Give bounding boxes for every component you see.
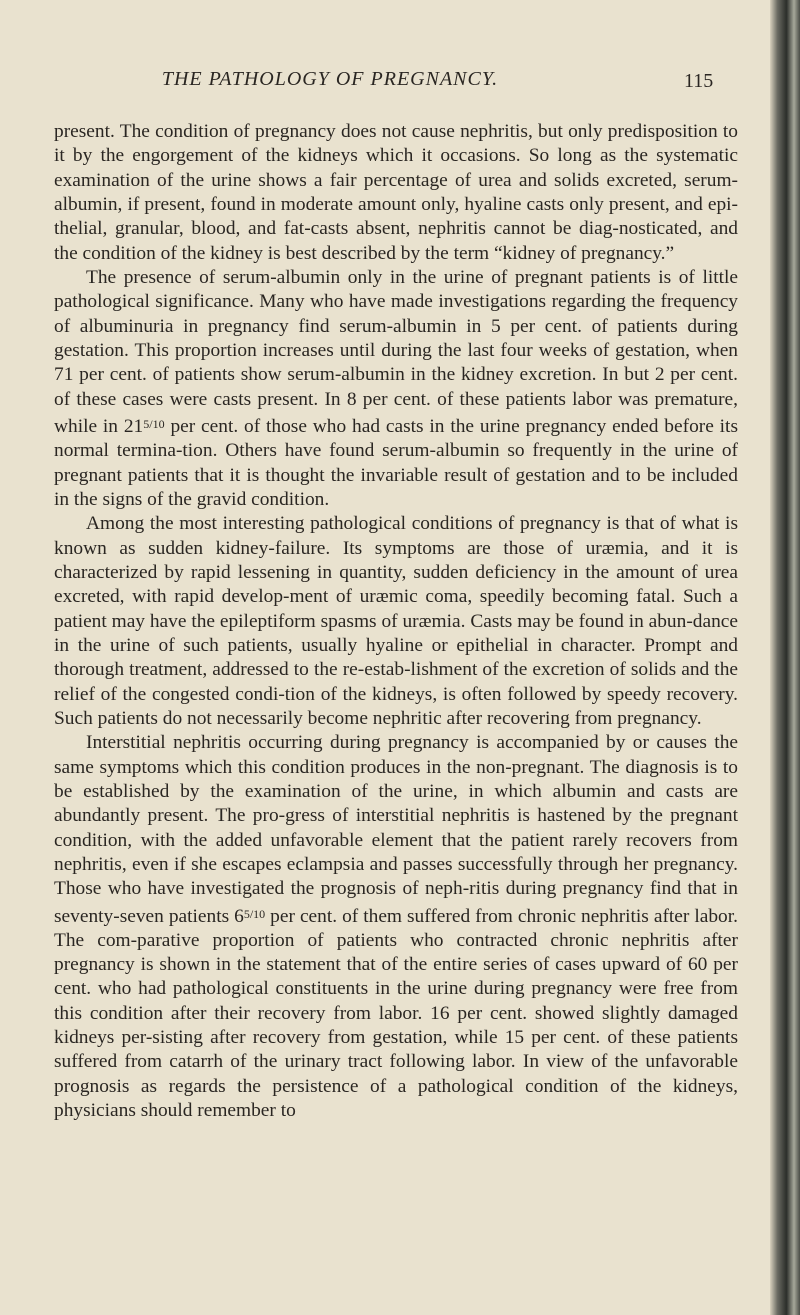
- paragraph-2-text-a: The presence of serum-albumin only in the urine of pregnant patients is of little pathological significance. Many who have made investigations regarding the frequency of albuminuria in pregnancy find serum-albumin in 5 per cent. of patients during gestation. This proportion increases until during the last four weeks of gestation, when 71 per cent. of patients show serum-albumin in the kidney excretion. In but 2 per cent. of these cases were casts present. In 8 per cent. of these patients labor was premature, while in 21: [54, 266, 738, 437]
- fraction: 5/10: [243, 906, 266, 921]
- page-header: [0, 68, 770, 98]
- running-title: THE PATHOLOGY OF PREGNANCY.: [161, 68, 499, 90]
- fraction: 5/10: [143, 416, 165, 431]
- paragraph-3-text: Among the most interesting pathological conditions of pregnancy is that of what is known as sudden kidney-failure. Its symptoms are those of uræmia, and it is characterized by rapid lessening in quantity, sudden deficiency in the amount of urea excreted, with rapid develop-ment of uræmic coma, speedily becoming fatal. Such a patient may have the epileptiform spasms of uræmia. Casts may be found in abun-dance in the urine of such patients, usually hyaline or epithelial in character. Prompt and thorough treatment, addressed to the re-estab-lishment of the excretion of solids and the relief of the congested condi-tion of the kidneys, is often followed by speedy recovery. Such patients do not necessarily become nephritic after recovering from pregnancy.: [54, 513, 738, 729]
- body-text: [54, 120, 738, 1123]
- paragraph-1: [54, 120, 738, 266]
- paragraph-4-text-b: per cent. of them suffered from chronic nephritis after labor. The com-parative proportion of patients who contracted chronic nephritis after pregnancy is shown in the statement that of the entire series of cases upward of 60 per cent. who had pathological constituents in the urine during pregnancy were free from this condition after their recovery from labor. 16 per cent. showed slightly damaged kidneys per-sisting after recovery from gestation, while 15 per cent. of these patients suffered from catarrh of the urinary tract following labor. In view of the unfavorable prognosis as regards the persistence of a pathological condition of the kidneys, physicians should remember to: [54, 905, 738, 1122]
- page-number: 115: [684, 70, 714, 92]
- paragraph-1-text: present. The condition of pregnancy does not cause nephritis, but only predisposition to it by the engorgement of the kidneys which it occasions. So long as the systematic examination of the urine shows a fair percentage of urea and solids excreted, serum-albumin, if present, found in moderate amount only, hyaline casts only present, and epi-thelial, granular, blood, and fat-casts absent, nephritis cannot be diag-nosticated, and the condition of the kidney is best described by the term “kidney of pregnancy.”: [54, 121, 738, 264]
- paragraph-3: [54, 512, 738, 731]
- paragraph-4-text-a: Interstitial nephritis occurring during pregnancy is accompanied by or causes the same symptoms which this condition produces in the non-pregnant. The diagnosis is to be established by the examination of the urine, in which albumin and casts are abundantly present. The pro-gress of interstitial nephritis is hastened by the pregnant condition, with the added unfavorable element that the patient rarely recovers from nephritis, even if she escapes eclampsia and passes successfully through her pregnancy. Those who have investigated the prognosis of neph-ritis during pregnancy find that in seventy-seven patients 6: [54, 732, 738, 927]
- book-binding-edge: [770, 0, 800, 1315]
- paragraph-2-text-b: per cent. of those who had casts in the urine pregnancy ended before its normal termina-tion. Others have found serum-albumin so frequently in the urine of pregnant patients that it is thought the invariable result of gestation and to be included in the signs of the gravid condition.: [54, 415, 738, 510]
- paragraph-4: [54, 731, 738, 1123]
- paragraph-2: [54, 266, 738, 512]
